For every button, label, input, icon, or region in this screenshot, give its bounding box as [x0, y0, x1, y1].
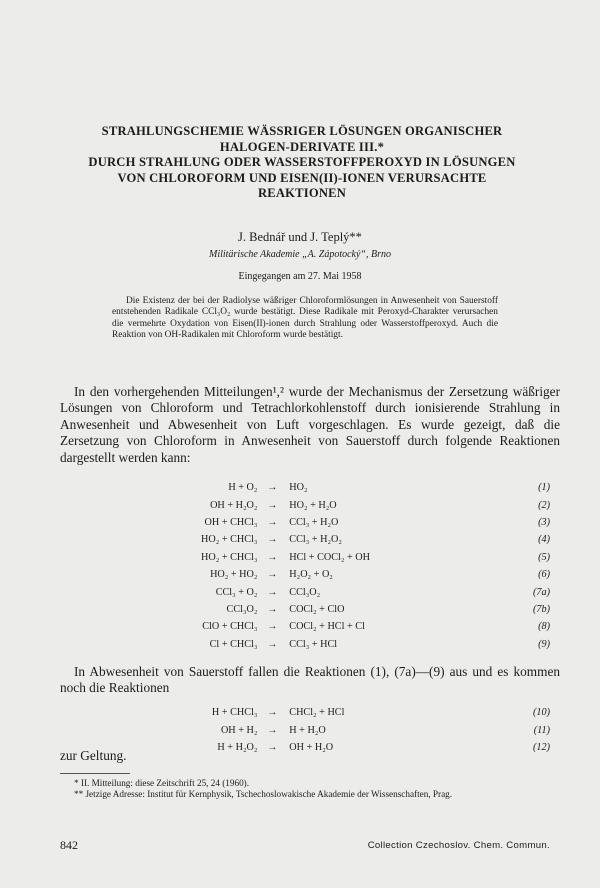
closing-text: zur Geltung.	[60, 748, 127, 763]
reaction-arrow: →	[267, 586, 278, 598]
reaction-arrow: →	[267, 482, 278, 494]
reaction-arrow: →	[267, 534, 278, 546]
footnotes	[60, 778, 560, 800]
reaction-arrow: →	[267, 741, 278, 753]
reaction-number: (6)	[538, 569, 550, 581]
reaction-row	[130, 601, 550, 618]
reaction-rhs: CCl₃ + H₂O	[289, 516, 339, 528]
reaction-row	[130, 618, 550, 635]
footnote-divider	[60, 773, 130, 774]
reaction-row	[130, 721, 550, 738]
title-line: DURCH STRAHLUNG ODER WASSERSTOFFPEROXYD IN LÖSUNGEN	[88, 155, 516, 170]
reaction-row	[130, 531, 550, 548]
reaction-number: (11)	[533, 724, 550, 736]
article-title	[60, 124, 544, 202]
reaction-rhs: H₂O₂ + O₂	[289, 569, 333, 581]
reaction-number: (1)	[538, 482, 550, 494]
reaction-rhs: HO₂	[289, 482, 308, 494]
abstract-text: Die Existenz der bei der Radiolyse wäßriger Chloroformlösungen in Anwesenheit von Sauerstoff entstehenden Radikale CCl₃O₂ wurde bestätigt. Diese Radikale mit Peroxyd-Charakter verursachen die vermehrte Oxydation von Eisen(II)-ionen durch Strahlung oder Wasserstoffperoxyd. Auch die Reaktion von OH-Radikalen mit Chloroform wurde bestätigt.	[112, 296, 498, 341]
reaction-lhs: CCl₃ + O₂	[215, 586, 258, 598]
reaction-number: (9)	[538, 638, 550, 650]
reaction-number: (3)	[538, 516, 550, 528]
reaction-lhs: OH + CHCl₃	[204, 516, 258, 528]
affiliation: Militärische Akademie „A. Zápotocký“, Brno	[208, 249, 391, 260]
journal-name: Collection Czechoslov. Chem. Commun.	[367, 840, 550, 851]
authors: J. Bednář und J. Teplý**	[238, 230, 362, 244]
reaction-lhs: OH + H₂O₂	[210, 499, 258, 511]
reaction-arrow: →	[267, 638, 278, 650]
reaction-arrow: →	[267, 516, 278, 528]
reaction-rhs: HCl + COCl₂ + OH	[289, 551, 370, 563]
reaction-lhs: HO₂ + HO₂	[210, 569, 258, 581]
reaction-number: (7b)	[533, 603, 550, 615]
reaction-number: (12)	[533, 741, 550, 753]
received-date: Eingegangen am 27. Mai 1958	[238, 271, 362, 282]
absence-text: In Abwesenheit von Sauerstoff fallen die Reaktionen (1), (7a)—(9) aus und es kommen noch die Reaktionen	[60, 664, 560, 696]
title-line: VON CHLOROFORM UND EISEN(II)-IONEN VERURSACHTE	[117, 170, 487, 185]
reaction-number: (8)	[538, 621, 550, 633]
reaction-arrow: →	[267, 724, 278, 736]
reaction-lhs: CCl₃O₂	[226, 603, 258, 615]
reaction-arrow: →	[267, 569, 278, 581]
reaction-number: (5)	[538, 551, 550, 563]
reaction-number: (7a)	[533, 586, 550, 598]
reaction-number: (2)	[538, 499, 550, 511]
reaction-rhs: COCl₂ + ClO	[289, 603, 345, 615]
reaction-row	[130, 583, 550, 600]
reaction-rhs: HO₂ + H₂O	[289, 499, 337, 511]
reaction-lhs: H + CHCl₃	[211, 707, 258, 719]
reaction-lhs: H + H₂O₂	[217, 741, 258, 753]
reaction-arrow: →	[267, 499, 278, 511]
absence-paragraph	[60, 664, 560, 697]
reaction-row	[130, 549, 550, 566]
reaction-lhs: HO₂ + CHCl₃	[201, 534, 258, 546]
reaction-lhs: ClO + CHCl₃	[202, 621, 258, 633]
reaction-row	[130, 566, 550, 583]
abstract	[112, 296, 498, 342]
page-number: 842	[60, 838, 78, 852]
reaction-list-oxygen	[130, 479, 550, 653]
intro-text: In den vorhergehenden Mitteilungen¹,² wurde der Mechanismus der Zersetzung wäßriger Lösungen von Chloroform und Tetrachlorkohlenstoff durch ionisierende Strahlung in Anwesenheit und Abwesenheit von Luft vorgeschlagen. Es wurde gezeigt, daß die Zersetzung von Chloroform in Anwesenheit von Sauerstoff durch folgende Reaktionen dargestellt werden kann:	[60, 384, 560, 465]
reaction-rhs: CCl₃O₂	[289, 586, 321, 598]
reaction-lhs: H + O₂	[228, 482, 258, 494]
footnote: * II. Mitteilung: diese Zeitschrift 25, 24 (1960).	[74, 778, 250, 788]
reaction-list-no-oxygen	[130, 704, 550, 756]
reaction-lhs: Cl + CHCl₃	[209, 638, 258, 650]
reaction-arrow: →	[267, 707, 278, 719]
reaction-rhs: OH + H₂O	[289, 741, 334, 753]
title-line: STRAHLUNGSCHEMIE WÄSSRIGER LÖSUNGEN ORGANISCHER	[101, 124, 503, 138]
reaction-number: (4)	[538, 534, 550, 546]
footnote: ** Jetzige Adresse: Institut für Kernphysik, Tschechoslowakische Akademie der Wissenschaften, Prag.	[74, 789, 453, 800]
reaction-row	[130, 739, 550, 756]
reaction-row	[130, 514, 550, 531]
reaction-arrow: →	[267, 621, 278, 633]
reaction-rhs: COCl₂ + HCl + Cl	[289, 621, 365, 633]
reaction-rhs: CCl₃ + HCl	[289, 638, 338, 650]
reaction-rhs: CCl₃ + H₂O₂	[289, 534, 342, 546]
reaction-arrow: →	[267, 603, 278, 615]
reaction-rhs: CHCl₂ + HCl	[289, 707, 345, 719]
reaction-row	[130, 496, 550, 513]
reaction-row	[130, 479, 550, 496]
title-line: HALOGEN-DERIVATE III.*	[219, 139, 385, 154]
reaction-lhs: HO₂ + CHCl₃	[201, 551, 258, 563]
intro-paragraph	[60, 384, 560, 466]
reaction-rhs: H + H₂O	[289, 724, 326, 736]
reaction-row	[130, 636, 550, 653]
title-line: REAKTIONEN	[257, 186, 347, 201]
reaction-lhs: OH + H₂	[220, 724, 258, 736]
reaction-arrow: →	[267, 551, 278, 563]
reaction-row	[130, 704, 550, 721]
reaction-number: (10)	[533, 707, 550, 719]
